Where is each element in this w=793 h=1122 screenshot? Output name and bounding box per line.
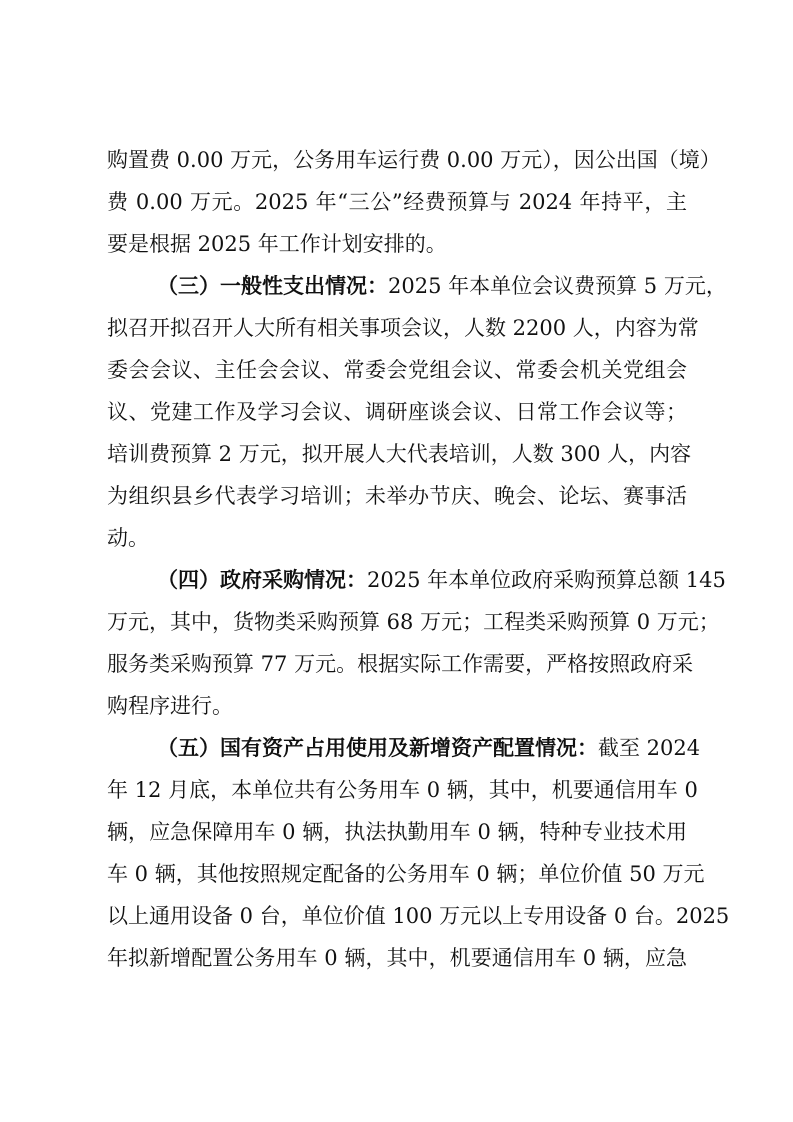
text-line [107,691,687,721]
text-run: 委会会议、主任会会议、常委会党组会议、常委会机关党组会 [107,358,687,382]
text-run: 动。 [107,526,149,550]
text-run: 车 0 辆，其他按照规定配备的公务用车 0 辆；单位价值 50 万元 [107,862,705,886]
section-heading: （五）国有资产占用使用及新增资产配置情况： [157,735,598,760]
text-run: 购程序进行。 [107,694,233,718]
text-run: 辆，应急保障用车 0 辆，执法执勤用车 0 辆，特种专业技术用 [107,820,687,844]
text-line [107,229,687,259]
text-line [107,775,698,805]
text-line [157,565,726,595]
text-line [107,901,730,931]
text-line [107,649,694,679]
text-run: 2025 年本单位会议费预算 5 万元， [388,274,727,298]
text-run: 年 12 月底，本单位共有公务用车 0 辆，其中，机要通信用车 0 [107,778,698,802]
text-run: 为组织县乡代表学习培训；未举办节庆、晚会、论坛、赛事活 [107,484,687,508]
text-run: 要是根据 2025 年工作计划安排的。 [107,232,447,256]
text-line [107,187,687,217]
text-line [157,733,701,763]
text-run: 培训费预算 2 万元，拟开展人大代表培训，人数 300 人，内容 [107,442,692,466]
text-line [107,817,687,847]
text-line [107,607,720,637]
text-line [107,523,687,553]
text-run: 拟召开拟召开人大所有相关事项会议，人数 2200 人，内容为常 [107,316,699,340]
section-heading: （四）政府采购情况： [157,567,367,592]
text-line [107,397,687,427]
text-run: 万元，其中，货物类采购预算 68 万元；工程类采购预算 0 万元； [107,610,720,634]
text-line [107,313,699,343]
text-run: 以上通用设备 0 台，单位价值 100 万元以上专用设备 0 台。2025 [107,904,730,928]
text-run: 费 0.00 万元。2025 年“三公”经费预算与 2024 年持平，主 [107,190,687,214]
text-run: 2025 年本单位政府采购预算总额 145 [367,568,726,592]
text-line [107,481,687,511]
text-line [107,355,687,385]
text-line [107,859,705,889]
text-run: 截至 2024 [598,736,701,760]
text-line [107,439,692,469]
text-run: 购置费 0.00 万元，公务用车运行费 0.00 万元），因公出国（境） [107,148,721,172]
section-heading: （三）一般性支出情况： [157,273,388,298]
text-run: 服务类采购预算 77 万元。根据实际工作需要，严格按照政府采 [107,652,694,676]
text-run: 年拟新增配置公务用车 0 辆，其中，机要通信用车 0 辆，应急 [107,946,687,970]
text-line [107,145,721,175]
text-run: 议、党建工作及学习会议、调研座谈会议、日常工作会议等； [107,400,687,424]
text-line [157,271,727,301]
text-line [107,943,687,973]
